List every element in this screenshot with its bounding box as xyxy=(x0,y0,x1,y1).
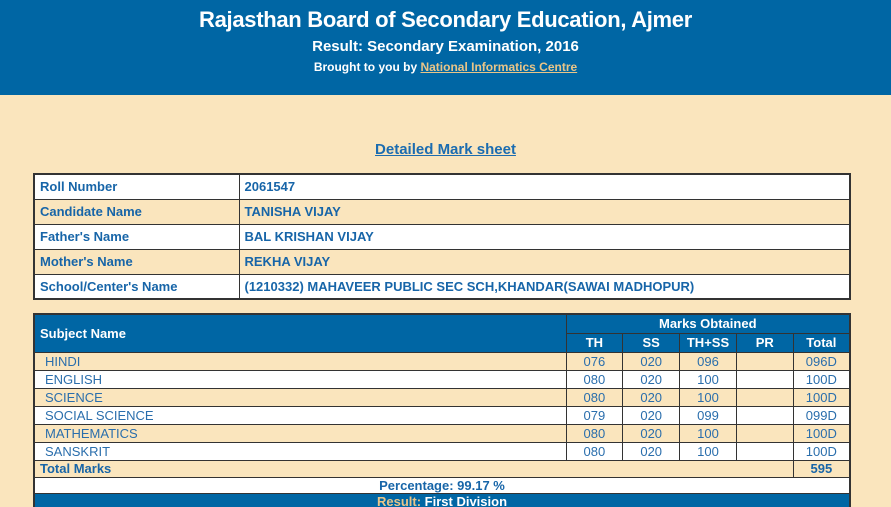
mother-name-label: Mother's Name xyxy=(34,249,239,274)
marks-table xyxy=(33,313,851,507)
candidate-name-label: Candidate Name xyxy=(34,199,239,224)
total-marks-row xyxy=(34,460,850,477)
detailed-marksheet-link[interactable]: Detailed Mark sheet xyxy=(375,141,516,158)
page-title: Rajasthan Board of Secondary Education, Ajmer xyxy=(198,7,693,32)
total-marks: 100D xyxy=(793,442,850,460)
subject-name: HINDI xyxy=(34,352,566,370)
total-marks: 100D xyxy=(793,424,850,442)
ss-marks: 020 xyxy=(623,388,680,406)
table-row xyxy=(34,274,850,299)
thss-marks: 096 xyxy=(680,352,737,370)
table-row xyxy=(34,224,850,249)
pr-marks xyxy=(736,352,793,370)
pr-marks xyxy=(736,370,793,388)
ss-marks: 020 xyxy=(623,352,680,370)
candidate-info-table xyxy=(33,173,851,300)
candidate-name-value: TANISHA VIJAY xyxy=(239,199,850,224)
ss-marks: 020 xyxy=(623,406,680,424)
ss-marks: 020 xyxy=(623,424,680,442)
brought-to-you-by xyxy=(0,60,891,74)
table-row xyxy=(34,249,850,274)
table-row xyxy=(34,199,850,224)
th-marks: 079 xyxy=(566,406,623,424)
subject-row-science xyxy=(34,388,850,406)
result-cell xyxy=(34,493,850,507)
exam-subtitle: Result: Secondary Examination, 2016 xyxy=(312,38,579,55)
marks-obtained-header: Marks Obtained xyxy=(566,314,850,333)
total-marks-label: Total Marks xyxy=(34,460,793,477)
table-row xyxy=(34,174,850,199)
pr-column-header: PR xyxy=(736,333,793,352)
th-marks: 080 xyxy=(566,388,623,406)
result-label: Result: xyxy=(376,494,422,507)
thss-marks: 100 xyxy=(680,388,737,406)
marksheet-link-row xyxy=(0,141,891,157)
thss-marks: 100 xyxy=(680,370,737,388)
subject-row-sanskrit xyxy=(34,442,850,460)
roll-number-label: Roll Number xyxy=(34,174,239,199)
subject-name-header: Subject Name xyxy=(34,314,566,352)
subject-name: SANSKRIT xyxy=(34,442,566,460)
father-name-label: Father's Name xyxy=(34,224,239,249)
pr-marks xyxy=(736,442,793,460)
subject-name: SCIENCE xyxy=(34,388,566,406)
subject-name: SOCIAL SCIENCE xyxy=(34,406,566,424)
pr-marks xyxy=(736,424,793,442)
total-marks: 099D xyxy=(793,406,850,424)
total-marks-value: 595 xyxy=(793,460,850,477)
thss-marks: 099 xyxy=(680,406,737,424)
header-banner xyxy=(0,0,891,95)
pr-marks xyxy=(736,388,793,406)
th-marks: 080 xyxy=(566,442,623,460)
ss-marks: 020 xyxy=(623,442,680,460)
thss-marks: 100 xyxy=(680,442,737,460)
school-name-value: (1210332) MAHAVEER PUBLIC SEC SCH,KHANDAR(SAWAI MADHOPUR) xyxy=(239,274,850,299)
thss-column-header: TH+SS xyxy=(680,333,737,352)
school-name-label: School/Center's Name xyxy=(34,274,239,299)
th-column-header: TH xyxy=(566,333,623,352)
nic-link[interactable]: National Informatics Centre xyxy=(420,60,578,74)
brought-prefix: Brought to you by xyxy=(313,60,421,74)
total-column-header: Total xyxy=(793,333,850,352)
percentage-text: Percentage: 99.17 % xyxy=(34,477,850,493)
total-marks: 100D xyxy=(793,388,850,406)
result-value: First Division xyxy=(421,494,508,507)
father-name-value: BAL KRISHAN VIJAY xyxy=(239,224,850,249)
subject-row-mathematics xyxy=(34,424,850,442)
ss-column-header: SS xyxy=(623,333,680,352)
subject-name: MATHEMATICS xyxy=(34,424,566,442)
subject-name: ENGLISH xyxy=(34,370,566,388)
total-marks: 096D xyxy=(793,352,850,370)
percentage-row xyxy=(34,477,850,493)
th-marks: 076 xyxy=(566,352,623,370)
thss-marks: 100 xyxy=(680,424,737,442)
roll-number-value: 2061547 xyxy=(239,174,850,199)
total-marks: 100D xyxy=(793,370,850,388)
result-row xyxy=(34,493,850,507)
subject-row-social-science xyxy=(34,406,850,424)
th-marks: 080 xyxy=(566,370,623,388)
mother-name-value: REKHA VIJAY xyxy=(239,249,850,274)
table-header-row xyxy=(34,314,850,333)
ss-marks: 020 xyxy=(623,370,680,388)
subject-row-english xyxy=(34,370,850,388)
subject-row-hindi xyxy=(34,352,850,370)
pr-marks xyxy=(736,406,793,424)
th-marks: 080 xyxy=(566,424,623,442)
main-content xyxy=(33,173,851,507)
